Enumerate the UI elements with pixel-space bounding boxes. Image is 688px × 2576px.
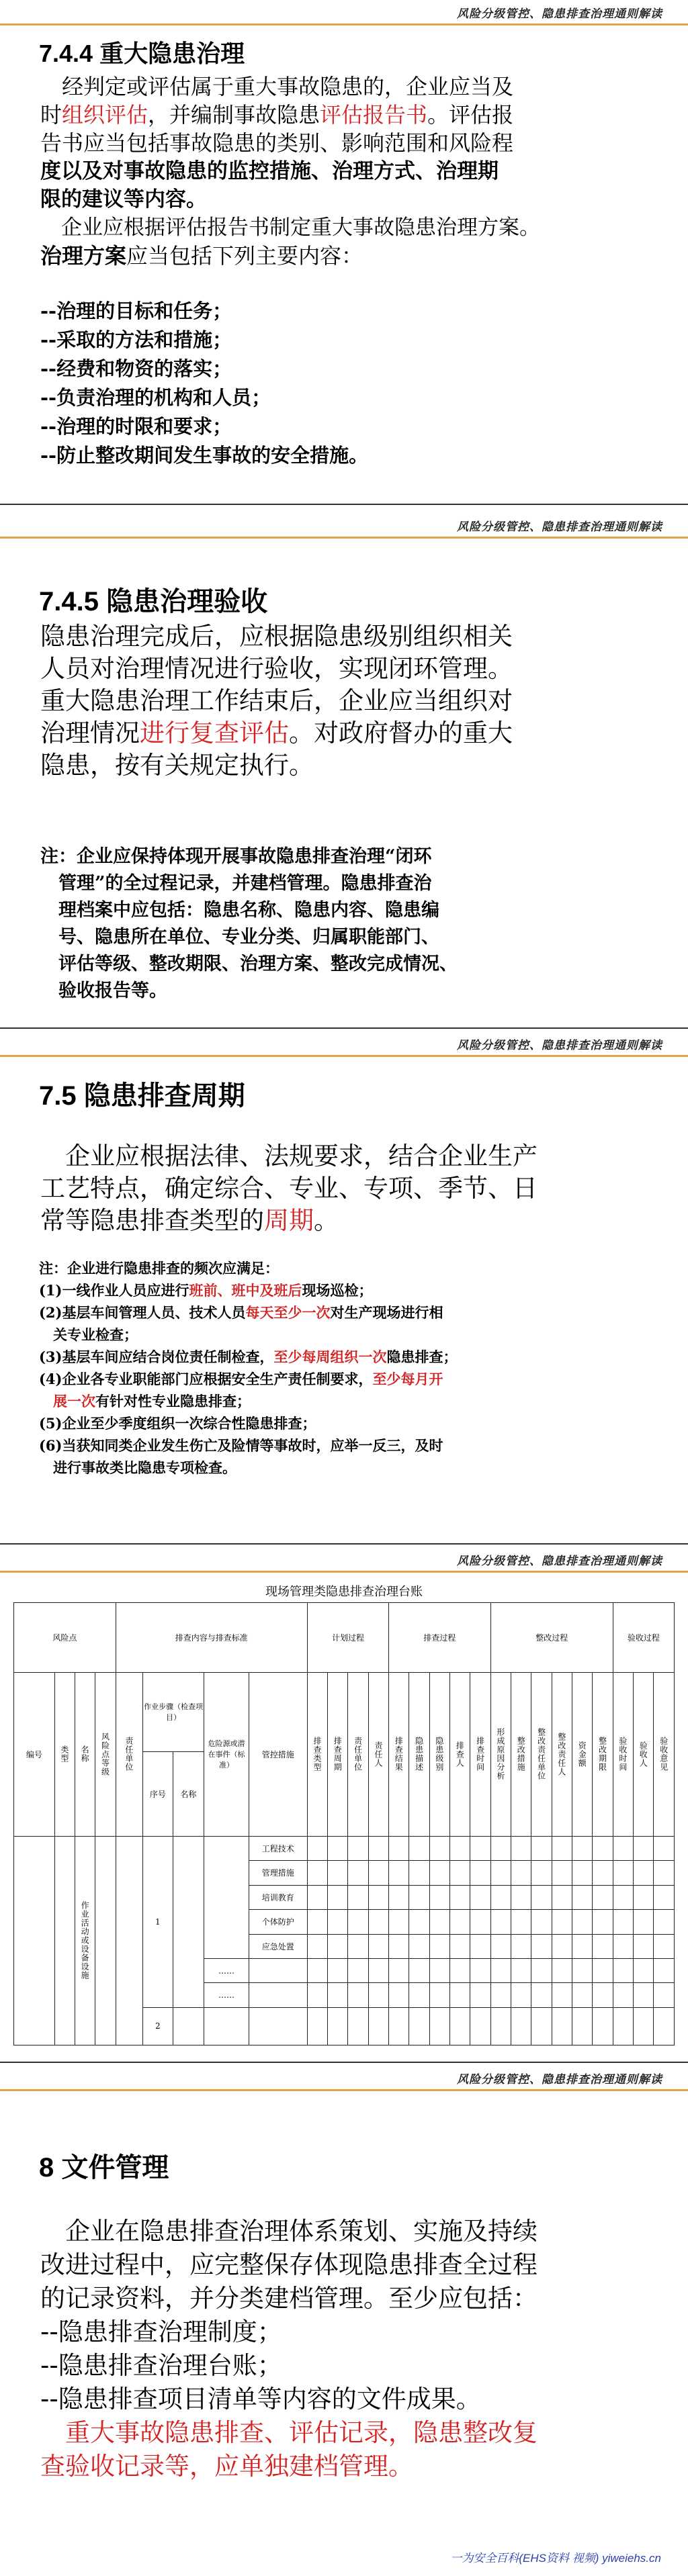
text-line: 告书应当包括事故隐患的类别、影响范围和风险程	[40, 130, 514, 156]
column-header: 形成原因分析	[490, 1672, 511, 1836]
table-cell: ……	[204, 1983, 249, 2007]
table-cell	[593, 1885, 613, 1909]
table-cell	[249, 2007, 307, 2045]
table-cell	[348, 1910, 368, 1934]
table-cell: 个体防护	[249, 1910, 307, 1934]
table-cell	[409, 2007, 429, 2045]
column-header: 整改措施	[511, 1672, 531, 1836]
table-cell: 1	[143, 1836, 173, 2007]
table-cell	[613, 1910, 633, 1934]
table-cell	[368, 1983, 388, 2007]
table-cell: ……	[204, 1958, 249, 1982]
table-cell	[552, 1836, 572, 1860]
text-line: 经判定或评估属于重大事故隐患的，企业应当及	[40, 74, 514, 99]
table-cell	[511, 1885, 531, 1909]
table-cell	[511, 1861, 531, 1885]
table-cell	[429, 1958, 449, 1982]
table-cell	[511, 1910, 531, 1934]
table-cell	[450, 1934, 470, 1958]
table-cell	[429, 2007, 449, 2045]
table-cell	[490, 1958, 511, 1982]
table-cell	[552, 2007, 572, 2045]
table-cell	[470, 1958, 490, 1982]
header-rule	[0, 1571, 688, 1573]
note-line: (3)基层车间应结合岗位责任制检查，至少每周组织一次隐患排查；	[39, 1348, 458, 1365]
table-cell	[429, 1910, 449, 1934]
table-cell	[490, 1910, 511, 1934]
text-line: 度以及对事故隐患的监控措施、治理方式、治理期	[40, 159, 499, 183]
table-cell	[572, 2007, 593, 2045]
table-cell: 培训教育	[249, 1885, 307, 1909]
table-cell	[450, 1910, 470, 1934]
table-cell	[511, 1934, 531, 1958]
table-cell	[613, 2007, 633, 2045]
note-line: 号、隐患所在单位、专业分类、归属职能部门、	[40, 927, 439, 948]
table-cell	[450, 1861, 470, 1885]
section-title: 7.4.4 重大隐患治理	[39, 40, 245, 67]
table-cell	[572, 1983, 593, 2007]
table-cell	[531, 1934, 552, 1958]
ledger-table	[13, 1602, 675, 2045]
table-cell	[348, 1934, 368, 1958]
table-cell	[328, 2007, 348, 2045]
body-paragraph	[40, 620, 661, 782]
column-header: 资金额	[572, 1672, 593, 1836]
table-cell	[328, 1934, 348, 1958]
list-item: --治理的时限和要求；	[40, 415, 232, 438]
table-cell	[328, 1885, 348, 1909]
column-header: 名称	[75, 1672, 95, 1836]
table-cell	[389, 1983, 409, 2007]
column-header: 排查周期	[328, 1672, 348, 1836]
table-cell	[389, 1861, 409, 1885]
table-cell	[328, 1836, 348, 1860]
table-cell	[654, 1836, 675, 1860]
table-cell	[490, 1861, 511, 1885]
slide-1	[0, 0, 688, 505]
text-line: 企业在隐患排查治理体系策划、实施及持续	[40, 2217, 538, 2246]
header-rule	[0, 1055, 688, 1057]
table-cell	[409, 1861, 429, 1885]
table-cell	[328, 1983, 348, 2007]
column-header: 类型	[54, 1672, 75, 1836]
note-line: 理档案中应包括：隐患名称、隐患内容、隐患编	[40, 900, 439, 921]
highlight-line: 重大事故隐患排查、评估记录，隐患整改复	[40, 2418, 538, 2447]
column-header: 隐患级别	[429, 1672, 449, 1836]
body-paragraph	[40, 2215, 661, 2483]
table-cell	[389, 1934, 409, 1958]
slide-5	[0, 2066, 688, 2576]
section-title: 8 文件管理	[39, 2153, 169, 2182]
note-line: (6)当获知同类企业发生伤亡及险情等事故时，应举一反三，及时	[39, 1437, 443, 1454]
table-cell	[470, 2007, 490, 2045]
group-header: 排查过程	[389, 1603, 491, 1673]
table-cell	[572, 1958, 593, 1982]
table-cell	[409, 1910, 429, 1934]
table-cell: 应急处置	[249, 1934, 307, 1958]
table-cell	[389, 1910, 409, 1934]
column-header: 排查结果	[389, 1672, 409, 1836]
footer-watermark: 一为安全百科(EHS资料 视频) yiweiehs.cn	[450, 2552, 661, 2565]
table-cell	[511, 2007, 531, 2045]
slide-divider	[0, 1543, 688, 1545]
note-line: 管理”的全过程记录，并建档管理。隐患排查治	[40, 873, 432, 894]
table-cell	[429, 1934, 449, 1958]
table-cell	[572, 1934, 593, 1958]
table-cell	[634, 1861, 654, 1885]
note-line: (4)企业各专业职能部门应根据安全生产责任制要求，至少每月开	[39, 1371, 443, 1387]
table-cell	[470, 1934, 490, 1958]
table-cell	[368, 1934, 388, 1958]
table-cell	[511, 1958, 531, 1982]
table-cell	[634, 1983, 654, 2007]
slide-divider	[0, 1027, 688, 1029]
note-line: 注：企业应保持体现开展事故隐患排查治理“闭环	[40, 846, 432, 867]
table-cell	[368, 1861, 388, 1885]
column-header: 隐患描述	[409, 1672, 429, 1836]
table-cell	[429, 1983, 449, 2007]
table-cell	[409, 1934, 429, 1958]
column-header: 危险源或潜在事件（标准）	[204, 1672, 249, 1836]
body-paragraph	[40, 1140, 661, 1237]
list-item: --治理的目标和任务；	[40, 300, 232, 322]
note-line: 进行事故类比隐患专项检查。	[39, 1459, 236, 1476]
table-cell	[328, 1861, 348, 1885]
note-line: 验收报告等。	[40, 980, 167, 1001]
table-cell	[429, 1861, 449, 1885]
table-cell	[204, 2007, 249, 2045]
text-line: 限的建议等内容。	[40, 187, 207, 212]
text-line: 企业应根据法律、法规要求，结合企业生产	[40, 1142, 538, 1170]
column-header: 整改责任人	[552, 1672, 572, 1836]
ledger-title: 现场管理类隐患排查治理台账	[265, 1585, 423, 1599]
table-cell	[613, 1836, 633, 1860]
body-paragraph	[40, 73, 661, 270]
table-cell	[531, 1958, 552, 1982]
table-cell	[328, 1910, 348, 1934]
table-cell	[572, 1836, 593, 1860]
table-cell	[654, 1958, 675, 1982]
table-cell	[552, 1934, 572, 1958]
table-cell	[173, 1836, 204, 2007]
table-cell	[307, 1885, 327, 1909]
slide-2	[0, 513, 688, 1029]
table-cell	[654, 1910, 675, 1934]
list-item: --负责治理的机构和人员；	[40, 386, 271, 409]
table-cell	[116, 1836, 142, 2045]
column-header: 排查人	[450, 1672, 470, 1836]
table-cell	[572, 1885, 593, 1909]
header-rule	[0, 537, 688, 539]
table-cell	[552, 1983, 572, 2007]
table-cell	[634, 1958, 654, 1982]
table-cell	[654, 1885, 675, 1909]
table-cell	[613, 1983, 633, 2007]
table-cell	[450, 1836, 470, 1860]
text-line: 重大隐患治理工作结束后，企业应当组织对	[40, 686, 513, 715]
note-line: (5)企业至少季度组织一次综合性隐患排查；	[39, 1415, 316, 1432]
table-cell	[511, 1983, 531, 2007]
list-item: --隐患排查治理台账；	[40, 2351, 282, 2380]
section-title: 7.4.5 隐患治理验收	[39, 587, 268, 616]
table-cell	[593, 2007, 613, 2045]
table-cell	[593, 1861, 613, 1885]
header-rule	[0, 2089, 688, 2091]
column-header: 责任单位	[348, 1672, 368, 1836]
table-cell	[307, 1934, 327, 1958]
table-cell	[531, 1910, 552, 1934]
column-header: 整改期限	[593, 1672, 613, 1836]
table-cell	[552, 1885, 572, 1909]
table-cell	[470, 1910, 490, 1934]
table-cell	[307, 1910, 327, 1934]
table-cell	[450, 1885, 470, 1909]
column-header: 风险点等级	[95, 1672, 116, 1836]
table-cell	[490, 1885, 511, 1909]
table-cell	[654, 1983, 675, 2007]
highlight-line: 查验收记录等，应单独建档管理。	[40, 2452, 413, 2481]
text-line: 治理方案应当包括下列主要内容：	[40, 243, 363, 269]
table-cell	[593, 1910, 613, 1934]
table-cell	[409, 1958, 429, 1982]
table-cell	[95, 1836, 116, 2045]
table-cell	[593, 1958, 613, 1982]
group-header: 风险点	[14, 1603, 116, 1673]
table-cell	[613, 1958, 633, 1982]
group-header: 计划过程	[307, 1603, 388, 1673]
table-cell: 作业活动或设备设施	[75, 1836, 95, 2045]
table-cell	[552, 1861, 572, 1885]
table-cell	[490, 1934, 511, 1958]
text-line: 时组织评估，并编制事故隐患评估报告书。评估报	[40, 102, 514, 128]
table-cell	[204, 1836, 249, 1958]
table-cell	[368, 2007, 388, 2045]
table-cell	[368, 1910, 388, 1934]
table-cell	[368, 1885, 388, 1909]
table-cell	[328, 1958, 348, 1982]
table-cell	[490, 2007, 511, 2045]
table-cell	[511, 1836, 531, 1860]
note-line: 注：企业进行隐患排查的频次应满足：	[39, 1260, 279, 1277]
table-cell	[654, 1934, 675, 1958]
table-cell	[307, 1836, 327, 1860]
column-header: 排查类型	[307, 1672, 327, 1836]
table-cell	[54, 1836, 75, 2045]
table-cell	[613, 1861, 633, 1885]
table-cell	[249, 1983, 307, 2007]
column-header: 责任人	[368, 1672, 388, 1836]
slide-4	[0, 1547, 688, 2063]
table-cell	[613, 1934, 633, 1958]
list-item: --隐患排查项目清单等内容的文件成果。	[40, 2385, 481, 2413]
text-line: 企业应根据评估报告书制定重大事故隐患治理方案。	[40, 216, 540, 240]
column-header: 责任单位	[116, 1672, 142, 1836]
text-line: 工艺特点，确定综合、专业、专项、季节、日	[40, 1174, 538, 1203]
list-item: --防止整改期间发生事故的安全措施。	[40, 444, 369, 467]
list-item: --采取的方法和措施；	[40, 328, 232, 351]
table-cell	[572, 1861, 593, 1885]
table-cell	[307, 1983, 327, 2007]
table-cell	[409, 1836, 429, 1860]
table-cell	[593, 1983, 613, 2007]
table-cell	[470, 1836, 490, 1860]
table-cell	[470, 1885, 490, 1909]
column-header: 作业步骤（检查项目）	[143, 1672, 204, 1751]
table-cell	[173, 2007, 204, 2045]
table-cell	[389, 1885, 409, 1909]
content-list	[40, 297, 661, 470]
table-cell	[450, 1958, 470, 1982]
column-header: 验收时间	[613, 1672, 633, 1836]
table-cell	[490, 1836, 511, 1860]
group-header: 验收过程	[613, 1603, 674, 1673]
table-cell	[634, 1885, 654, 1909]
table-cell	[429, 1836, 449, 1860]
column-header: 序号	[143, 1751, 173, 1836]
column-header: 编号	[14, 1672, 55, 1836]
group-header: 排查内容与排查标准	[116, 1603, 307, 1673]
note-line: (2)基层车间管理人员、技术人员每天至少一次对生产现场进行相	[39, 1304, 443, 1321]
table-cell	[634, 1836, 654, 1860]
section-title: 7.5 隐患排查周期	[39, 1081, 245, 1111]
table-cell	[348, 1958, 368, 1982]
table-cell	[531, 2007, 552, 2045]
note-line: 关专业检查；	[39, 1326, 138, 1343]
note-block	[40, 843, 661, 1005]
table-cell	[531, 1836, 552, 1860]
table-cell	[654, 2007, 675, 2045]
column-header: 管控措施	[249, 1672, 307, 1836]
list-item: --经费和物资的落实；	[40, 357, 232, 380]
table-cell	[634, 1910, 654, 1934]
table-cell	[348, 1885, 368, 1909]
table-cell	[470, 1861, 490, 1885]
table-cell	[531, 1983, 552, 2007]
table-cell	[552, 1958, 572, 1982]
table-cell	[389, 1958, 409, 1982]
table-cell	[368, 1958, 388, 1982]
table-cell	[613, 1885, 633, 1909]
table-cell	[593, 1934, 613, 1958]
table-cell	[14, 1836, 55, 2045]
table-cell	[531, 1885, 552, 1909]
table-cell	[634, 2007, 654, 2045]
slide-header: 风险分级管控、隐患排查治理通则解读	[457, 2073, 662, 2086]
table-cell	[409, 1885, 429, 1909]
table-cell	[348, 1983, 368, 2007]
table-cell	[490, 1983, 511, 2007]
column-header: 整改责任单位	[531, 1672, 552, 1836]
table-cell	[368, 1836, 388, 1860]
slide-divider	[0, 504, 688, 505]
slide-3	[0, 1031, 688, 1545]
column-header: 排查时间	[470, 1672, 490, 1836]
table-cell: 工程技术	[249, 1836, 307, 1860]
text-line: 的记录资料，并分类建档管理。至少应包括：	[40, 2284, 538, 2313]
table-cell	[593, 1836, 613, 1860]
group-header: 整改过程	[490, 1603, 613, 1673]
list-item: --隐患排查治理制度；	[40, 2317, 282, 2346]
column-header: 名称	[173, 1751, 204, 1836]
table-cell	[348, 1836, 368, 1860]
table-cell	[307, 2007, 327, 2045]
note-line: 展一次有针对性专业隐患排查；	[39, 1393, 251, 1410]
header-rule	[0, 24, 688, 26]
text-line: 改进过程中，应完整保存体现隐患排查全过程	[40, 2250, 538, 2279]
table-cell: 管理措施	[249, 1861, 307, 1885]
text-line: 人员对治理情况进行验收，实现闭环管理。	[40, 654, 513, 683]
table-cell	[531, 1861, 552, 1885]
note-line: 评估等级、整改期限、治理方案、整改完成情况、	[40, 954, 458, 974]
column-header: 验收意见	[654, 1672, 675, 1836]
table-cell	[552, 1910, 572, 1934]
text-line: 隐患，按有关规定执行。	[40, 751, 314, 780]
table-cell	[249, 1958, 307, 1982]
table-cell	[348, 1861, 368, 1885]
slide-divider	[0, 2062, 688, 2063]
column-header: 验收人	[634, 1672, 654, 1836]
table-cell	[409, 1983, 429, 2007]
table-cell	[389, 1836, 409, 1860]
text-line: 常等隐患排查类型的周期。	[40, 1206, 339, 1235]
table-cell	[307, 1958, 327, 1982]
slide-header: 风险分级管控、隐患排查治理通则解读	[457, 1039, 662, 1052]
text-line: 隐患治理完成后，应根据隐患级别组织相关	[40, 622, 513, 651]
note-block	[39, 1257, 661, 1479]
note-line: (1)一线作业人员应进行班前、班中及班后现场巡检；	[39, 1282, 373, 1299]
table-cell	[450, 1983, 470, 2007]
table-cell: 2	[143, 2007, 173, 2045]
table-cell	[634, 1934, 654, 1958]
table-cell	[654, 1861, 675, 1885]
slide-header: 风险分级管控、隐患排查治理通则解读	[457, 7, 662, 21]
text-line: 治理情况进行复查评估。对政府督办的重大	[40, 719, 513, 747]
table-cell	[470, 1983, 490, 2007]
slide-header: 风险分级管控、隐患排查治理通则解读	[457, 1555, 662, 1568]
table-cell	[348, 2007, 368, 2045]
table-cell	[389, 2007, 409, 2045]
slide-header: 风险分级管控、隐患排查治理通则解读	[457, 520, 662, 534]
table-cell	[450, 2007, 470, 2045]
table-cell	[429, 1885, 449, 1909]
table-cell	[572, 1910, 593, 1934]
table-cell	[307, 1861, 327, 1885]
